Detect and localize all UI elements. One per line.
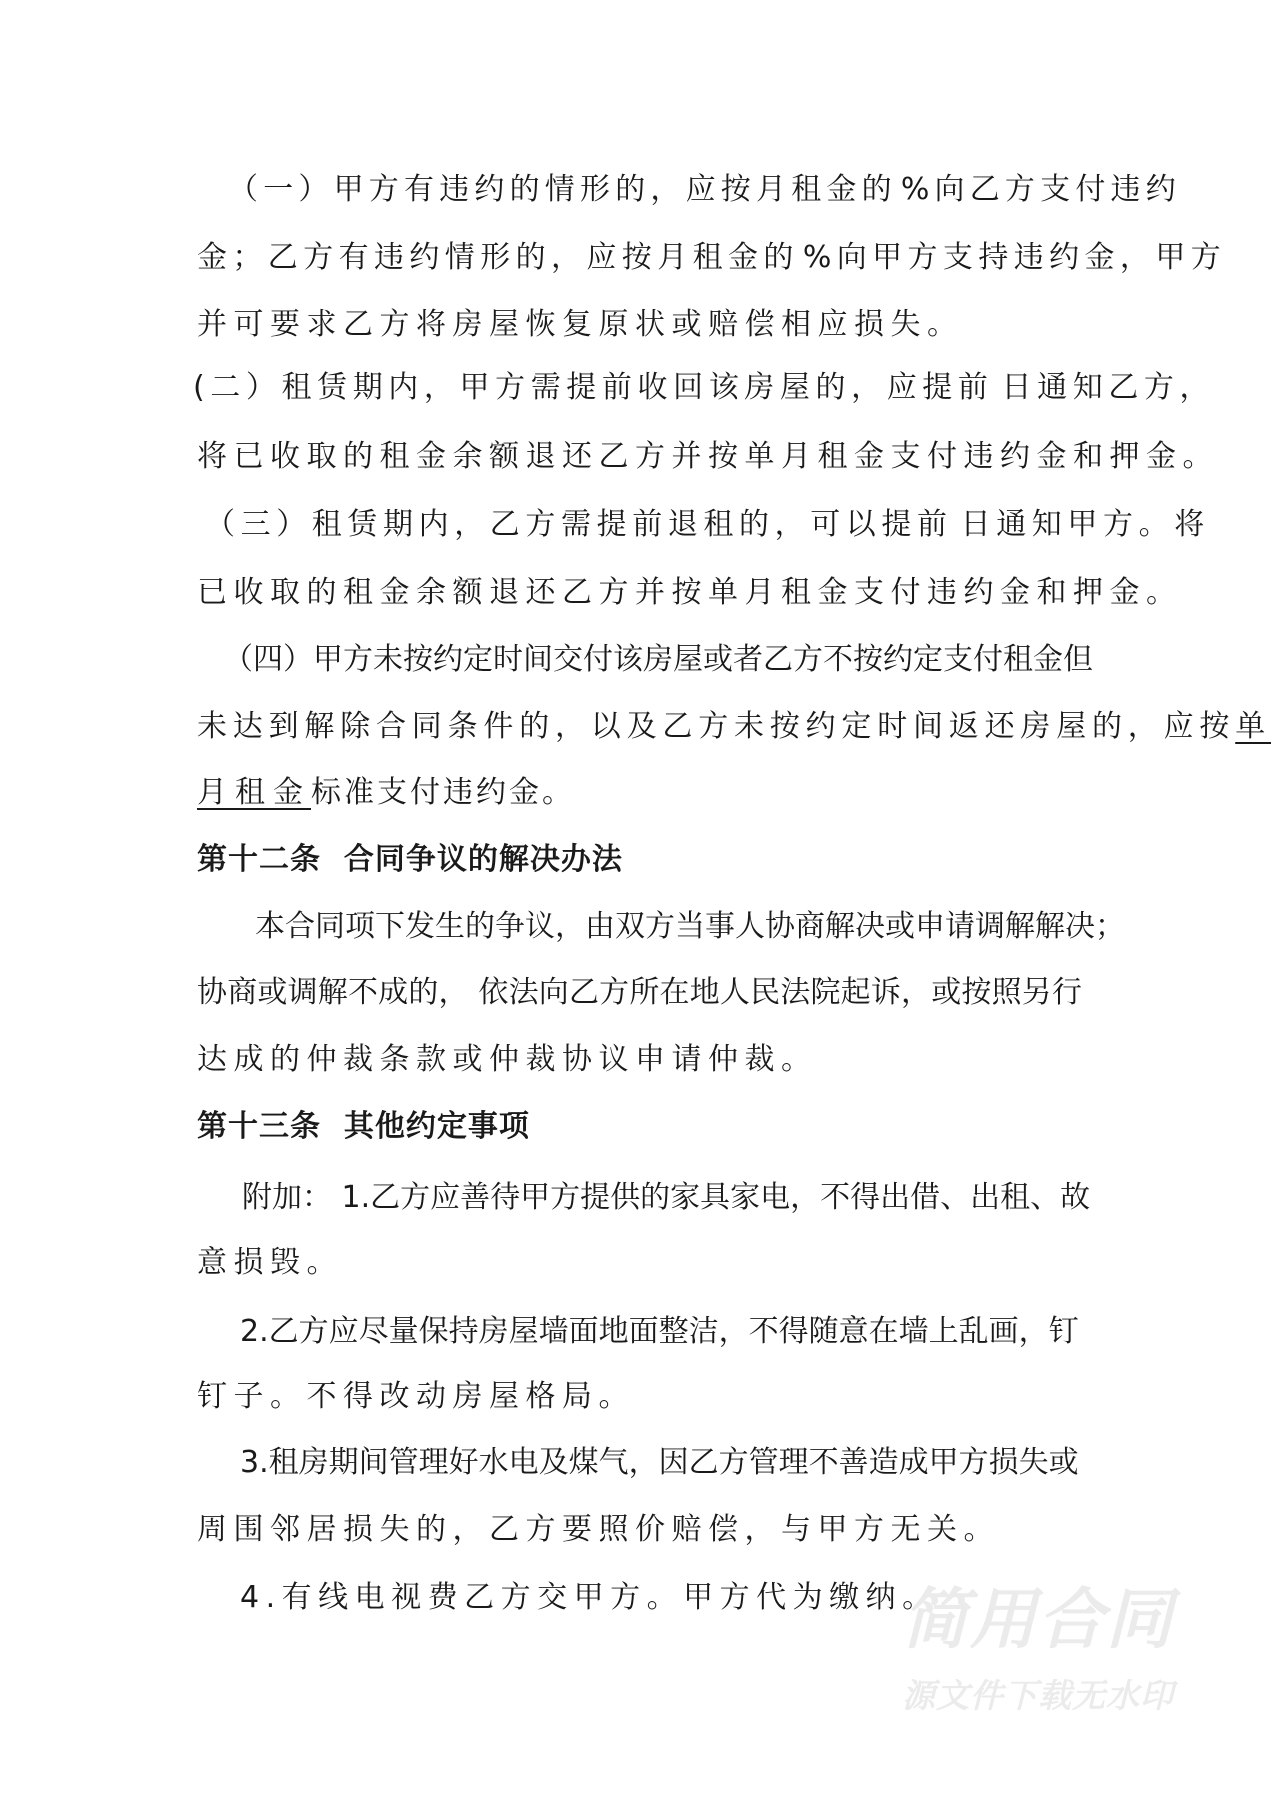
text-segment: 标准支付违约金。 <box>311 775 575 810</box>
clause13-heading: 第十三条 其他约定事项 <box>197 1109 530 1144</box>
clause11-item1-line1 <box>228 170 1181 210</box>
addendum-item3-line1: 3.租房期间管理好水电及煤气，因乙方管理不善造成甲方损失或 <box>240 1445 1079 1480</box>
clause12-line3: 达成的仲裁条款或仲裁协议申请仲裁。 <box>197 1042 818 1077</box>
clause11-item4-line1: （四）甲方未按约定时间交付该房屋或者乙方不按约定支付租金但 <box>223 642 1093 677</box>
watermark-subtitle: 源文件下载无水印 <box>902 1676 1174 1715</box>
clause11-item2-line2: 将已收取的租金余额退还乙方并按单月租金支付违约金和押金。 <box>197 439 1219 474</box>
clause12-heading: 第十二条 合同争议的解决办法 <box>197 842 623 877</box>
clause12-line1: 本合同项下发生的争议，由双方当事人协商解决或申请调解解决； <box>255 909 1125 944</box>
text-segment: 未达到解除合同条件的，以及乙方未按约定时间返还房屋的，应按 <box>197 709 1236 744</box>
clause11-item2-line1 <box>193 368 1216 408</box>
text-segment: %向乙方支付违约 <box>900 172 1181 207</box>
watermark-brand: 简用合同 <box>902 1581 1174 1658</box>
text-segment: %向甲方支持违约金，甲方 <box>802 240 1227 275</box>
addendum-item1-line2: 意损毁。 <box>197 1245 343 1280</box>
text-segment: （三）租赁期内，乙方需提前退租的，可以提前 <box>205 507 953 542</box>
clause12-line2: 协商或调解不成的， 依法向乙方所在地人民法院起诉，或按照另行 <box>197 975 1082 1010</box>
clause11-item1-line2 <box>197 238 1227 278</box>
text-segment: (二）租赁期内，甲方需提前收回该房屋的，应提前 <box>193 370 994 405</box>
clause11-item4-line2 <box>197 707 1272 747</box>
text-segment: 金；乙方有违约情形的，应按月租金的 <box>197 240 799 275</box>
addendum-item1-line1: 附加： 1.乙方应善待甲方提供的家具家电，不得出借、出租、故 <box>242 1180 1091 1215</box>
clause11-item3-line2: 已收取的租金余额退还乙方并按单月租金支付违约金和押金。 <box>197 575 1183 610</box>
clause11-item3-line1 <box>205 505 1210 545</box>
addendum-item3-line2: 周围邻居损失的，乙方要照价赔偿，与甲方无关。 <box>197 1512 1000 1547</box>
addendum-item2-line2: 钉子。不得改动房屋格局。 <box>197 1379 635 1414</box>
underlined-text: 单 <box>1235 709 1272 744</box>
text-segment: （一）甲方有违约的情形的，应按月租金的 <box>228 172 897 207</box>
addendum-item2-line1: 2.乙方应尽量保持房屋墙面地面整洁，不得随意在墙上乱画，钉 <box>240 1314 1079 1349</box>
text-segment: 日通知甲方。将 <box>960 507 1210 542</box>
text-segment: 日通知乙方， <box>1001 370 1216 405</box>
clause11-item4-line3 <box>197 773 575 813</box>
underlined-text: 月租金 <box>197 775 311 810</box>
clause11-item1-line3: 并可要求乙方将房屋恢复原状或赔偿相应损失。 <box>197 307 964 342</box>
addendum-item4-line1: 4.有线电视费乙方交甲方。甲方代为缴纳。 <box>240 1580 939 1615</box>
